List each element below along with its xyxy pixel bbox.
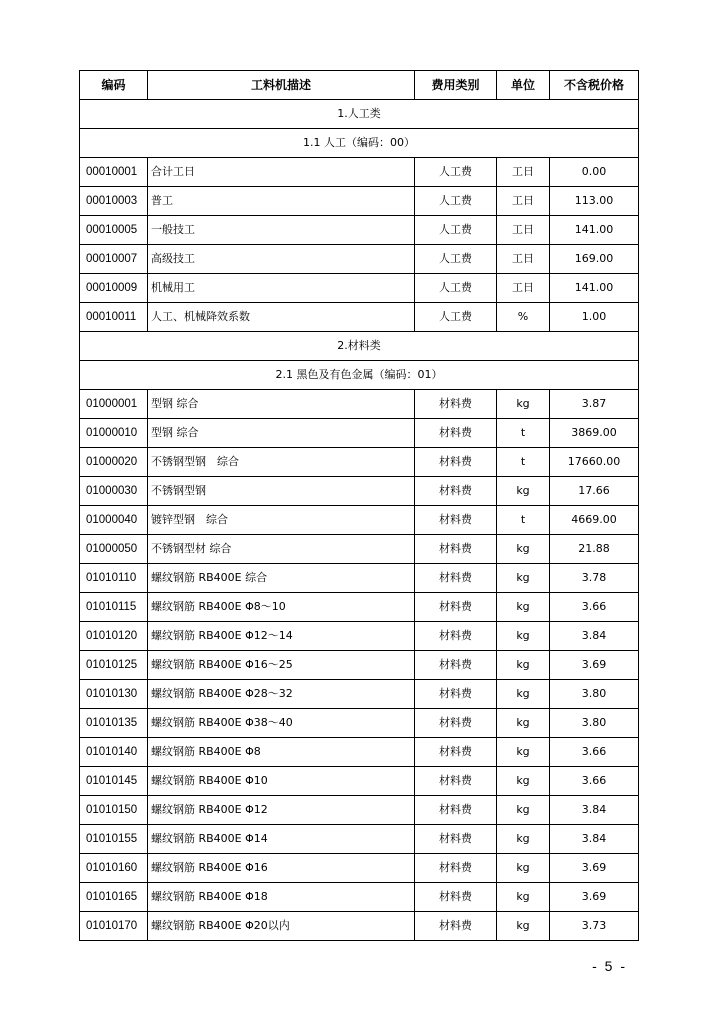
cell-cost-category: 材料费 [415, 622, 497, 651]
table-row [80, 825, 639, 854]
cell-unit: 工日 [497, 158, 550, 187]
cell-description: 螺纹钢筋 RB400E Φ20以内 [148, 912, 415, 941]
cell-cost-category: 人工费 [415, 187, 497, 216]
section-title: 1.人工类 [80, 100, 639, 129]
cell-code: 00010007 [80, 245, 148, 274]
cell-price: 0.00 [550, 158, 639, 187]
cell-code: 01010165 [80, 883, 148, 912]
cell-cost-category: 材料费 [415, 767, 497, 796]
cell-description: 螺纹钢筋 RB400E Φ8～10 [148, 593, 415, 622]
cell-price: 17.66 [550, 477, 639, 506]
cell-unit: 工日 [497, 187, 550, 216]
cell-cost-category: 材料费 [415, 709, 497, 738]
cell-price: 3.84 [550, 825, 639, 854]
cell-unit: t [497, 506, 550, 535]
cell-cost-category: 材料费 [415, 738, 497, 767]
section-title: 2.材料类 [80, 332, 639, 361]
cell-unit: kg [497, 796, 550, 825]
section-row [80, 332, 639, 361]
cell-description: 镀锌型钢 综合 [148, 506, 415, 535]
cell-cost-category: 材料费 [415, 593, 497, 622]
cell-description: 螺纹钢筋 RB400E Φ8 [148, 738, 415, 767]
cell-cost-category: 材料费 [415, 883, 497, 912]
table-row [80, 709, 639, 738]
cell-description: 型钢 综合 [148, 419, 415, 448]
cell-code: 01010145 [80, 767, 148, 796]
cell-price: 3.69 [550, 854, 639, 883]
table-row [80, 419, 639, 448]
cell-price: 3.73 [550, 912, 639, 941]
cell-description: 高级技工 [148, 245, 415, 274]
cell-description: 螺纹钢筋 RB400E Φ16 [148, 854, 415, 883]
table-row [80, 535, 639, 564]
cell-description: 螺纹钢筋 RB400E Φ28～32 [148, 680, 415, 709]
cell-description: 普工 [148, 187, 415, 216]
table-row [80, 158, 639, 187]
table-row [80, 680, 639, 709]
cell-unit: kg [497, 825, 550, 854]
table-row [80, 796, 639, 825]
cell-code: 01000030 [80, 477, 148, 506]
cell-price: 3.66 [550, 767, 639, 796]
header-price-excl-tax: 不含税价格 [550, 71, 639, 100]
cell-cost-category: 人工费 [415, 158, 497, 187]
cell-code: 01010150 [80, 796, 148, 825]
table-body [80, 100, 639, 941]
cell-code: 01010160 [80, 854, 148, 883]
cell-price: 3.69 [550, 651, 639, 680]
table-row [80, 390, 639, 419]
cell-price: 3.78 [550, 564, 639, 593]
table-row [80, 274, 639, 303]
section-row [80, 100, 639, 129]
cell-code: 01010140 [80, 738, 148, 767]
cell-code: 01000001 [80, 390, 148, 419]
table-row [80, 738, 639, 767]
table-row [80, 593, 639, 622]
cell-code: 01010115 [80, 593, 148, 622]
cell-code: 01010125 [80, 651, 148, 680]
header-cost-category: 费用类别 [415, 71, 497, 100]
subsection-row [80, 361, 639, 390]
price-table [79, 70, 639, 941]
subsection-title: 2.1 黑色及有色金属（编码：01） [80, 361, 639, 390]
cell-code: 01010120 [80, 622, 148, 651]
cell-code: 01010110 [80, 564, 148, 593]
cell-code: 01000050 [80, 535, 148, 564]
cell-cost-category: 人工费 [415, 245, 497, 274]
cell-cost-category: 人工费 [415, 216, 497, 245]
cell-description: 螺纹钢筋 RB400E Φ38～40 [148, 709, 415, 738]
cell-price: 3.66 [550, 593, 639, 622]
cell-description: 一般技工 [148, 216, 415, 245]
cell-unit: kg [497, 477, 550, 506]
cell-unit: kg [497, 593, 550, 622]
cell-unit: kg [497, 709, 550, 738]
cell-description: 不锈钢型钢 [148, 477, 415, 506]
cell-price: 3869.00 [550, 419, 639, 448]
cell-unit: kg [497, 535, 550, 564]
cell-description: 不锈钢型钢 综合 [148, 448, 415, 477]
table-row [80, 506, 639, 535]
cell-price: 17660.00 [550, 448, 639, 477]
table-header-row [80, 71, 639, 100]
cell-cost-category: 材料费 [415, 419, 497, 448]
cell-cost-category: 材料费 [415, 825, 497, 854]
cell-unit: kg [497, 622, 550, 651]
cell-description: 螺纹钢筋 RB400E Φ12 [148, 796, 415, 825]
cell-cost-category: 材料费 [415, 796, 497, 825]
cell-price: 169.00 [550, 245, 639, 274]
cell-cost-category: 材料费 [415, 535, 497, 564]
cell-description: 螺纹钢筋 RB400E 综合 [148, 564, 415, 593]
header-code: 编码 [80, 71, 148, 100]
cell-unit: kg [497, 680, 550, 709]
cell-cost-category: 人工费 [415, 274, 497, 303]
table-row [80, 767, 639, 796]
cell-code: 01000020 [80, 448, 148, 477]
cell-code: 00010011 [80, 303, 148, 332]
cell-cost-category: 材料费 [415, 651, 497, 680]
cell-price: 4669.00 [550, 506, 639, 535]
cell-code: 01010130 [80, 680, 148, 709]
cell-unit: kg [497, 738, 550, 767]
table-row [80, 477, 639, 506]
cell-description: 人工、机械降效系数 [148, 303, 415, 332]
subsection-title: 1.1 人工（编码：00） [80, 129, 639, 158]
cell-unit: kg [497, 854, 550, 883]
table-row [80, 622, 639, 651]
cell-price: 141.00 [550, 274, 639, 303]
table-row [80, 883, 639, 912]
cell-unit: 工日 [497, 274, 550, 303]
cell-price: 3.66 [550, 738, 639, 767]
cell-cost-category: 材料费 [415, 912, 497, 941]
cell-description: 螺纹钢筋 RB400E Φ18 [148, 883, 415, 912]
cell-unit: kg [497, 767, 550, 796]
cell-description: 螺纹钢筋 RB400E Φ10 [148, 767, 415, 796]
cell-code: 00010005 [80, 216, 148, 245]
cell-code: 00010001 [80, 158, 148, 187]
cell-code: 01010155 [80, 825, 148, 854]
cell-description: 螺纹钢筋 RB400E Φ14 [148, 825, 415, 854]
table-row [80, 564, 639, 593]
cell-cost-category: 材料费 [415, 390, 497, 419]
table-row [80, 187, 639, 216]
cell-unit: kg [497, 883, 550, 912]
cell-code: 01010170 [80, 912, 148, 941]
table-row [80, 303, 639, 332]
cell-price: 113.00 [550, 187, 639, 216]
cell-code: 01000040 [80, 506, 148, 535]
page-number: - 5 - [592, 958, 627, 974]
cell-cost-category: 材料费 [415, 448, 497, 477]
cell-price: 3.84 [550, 796, 639, 825]
cell-price: 1.00 [550, 303, 639, 332]
cell-description: 螺纹钢筋 RB400E Φ12～14 [148, 622, 415, 651]
cell-description: 合计工日 [148, 158, 415, 187]
cell-unit: kg [497, 912, 550, 941]
cell-description: 机械用工 [148, 274, 415, 303]
cell-cost-category: 材料费 [415, 854, 497, 883]
cell-unit: kg [497, 564, 550, 593]
header-unit: 单位 [497, 71, 550, 100]
cell-price: 3.84 [550, 622, 639, 651]
subsection-row [80, 129, 639, 158]
cell-price: 3.80 [550, 709, 639, 738]
cell-description: 螺纹钢筋 RB400E Φ16～25 [148, 651, 415, 680]
cell-price: 21.88 [550, 535, 639, 564]
table-row [80, 216, 639, 245]
cell-price: 3.80 [550, 680, 639, 709]
table-row [80, 448, 639, 477]
cell-unit: kg [497, 390, 550, 419]
table-row [80, 651, 639, 680]
cell-price: 3.87 [550, 390, 639, 419]
header-description: 工料机描述 [148, 71, 415, 100]
cell-cost-category: 材料费 [415, 564, 497, 593]
cell-unit: % [497, 303, 550, 332]
cell-code: 01000010 [80, 419, 148, 448]
cell-code: 01010135 [80, 709, 148, 738]
cell-description: 不锈钢型材 综合 [148, 535, 415, 564]
cell-cost-category: 人工费 [415, 303, 497, 332]
cell-cost-category: 材料费 [415, 680, 497, 709]
cell-cost-category: 材料费 [415, 506, 497, 535]
cell-unit: kg [497, 651, 550, 680]
cell-unit: t [497, 419, 550, 448]
table-row [80, 912, 639, 941]
table-row [80, 245, 639, 274]
cell-unit: 工日 [497, 216, 550, 245]
cell-price: 141.00 [550, 216, 639, 245]
table-row [80, 854, 639, 883]
cell-code: 00010003 [80, 187, 148, 216]
cell-unit: 工日 [497, 245, 550, 274]
cell-price: 3.69 [550, 883, 639, 912]
cell-code: 00010009 [80, 274, 148, 303]
cell-unit: t [497, 448, 550, 477]
cell-cost-category: 材料费 [415, 477, 497, 506]
cell-description: 型钢 综合 [148, 390, 415, 419]
